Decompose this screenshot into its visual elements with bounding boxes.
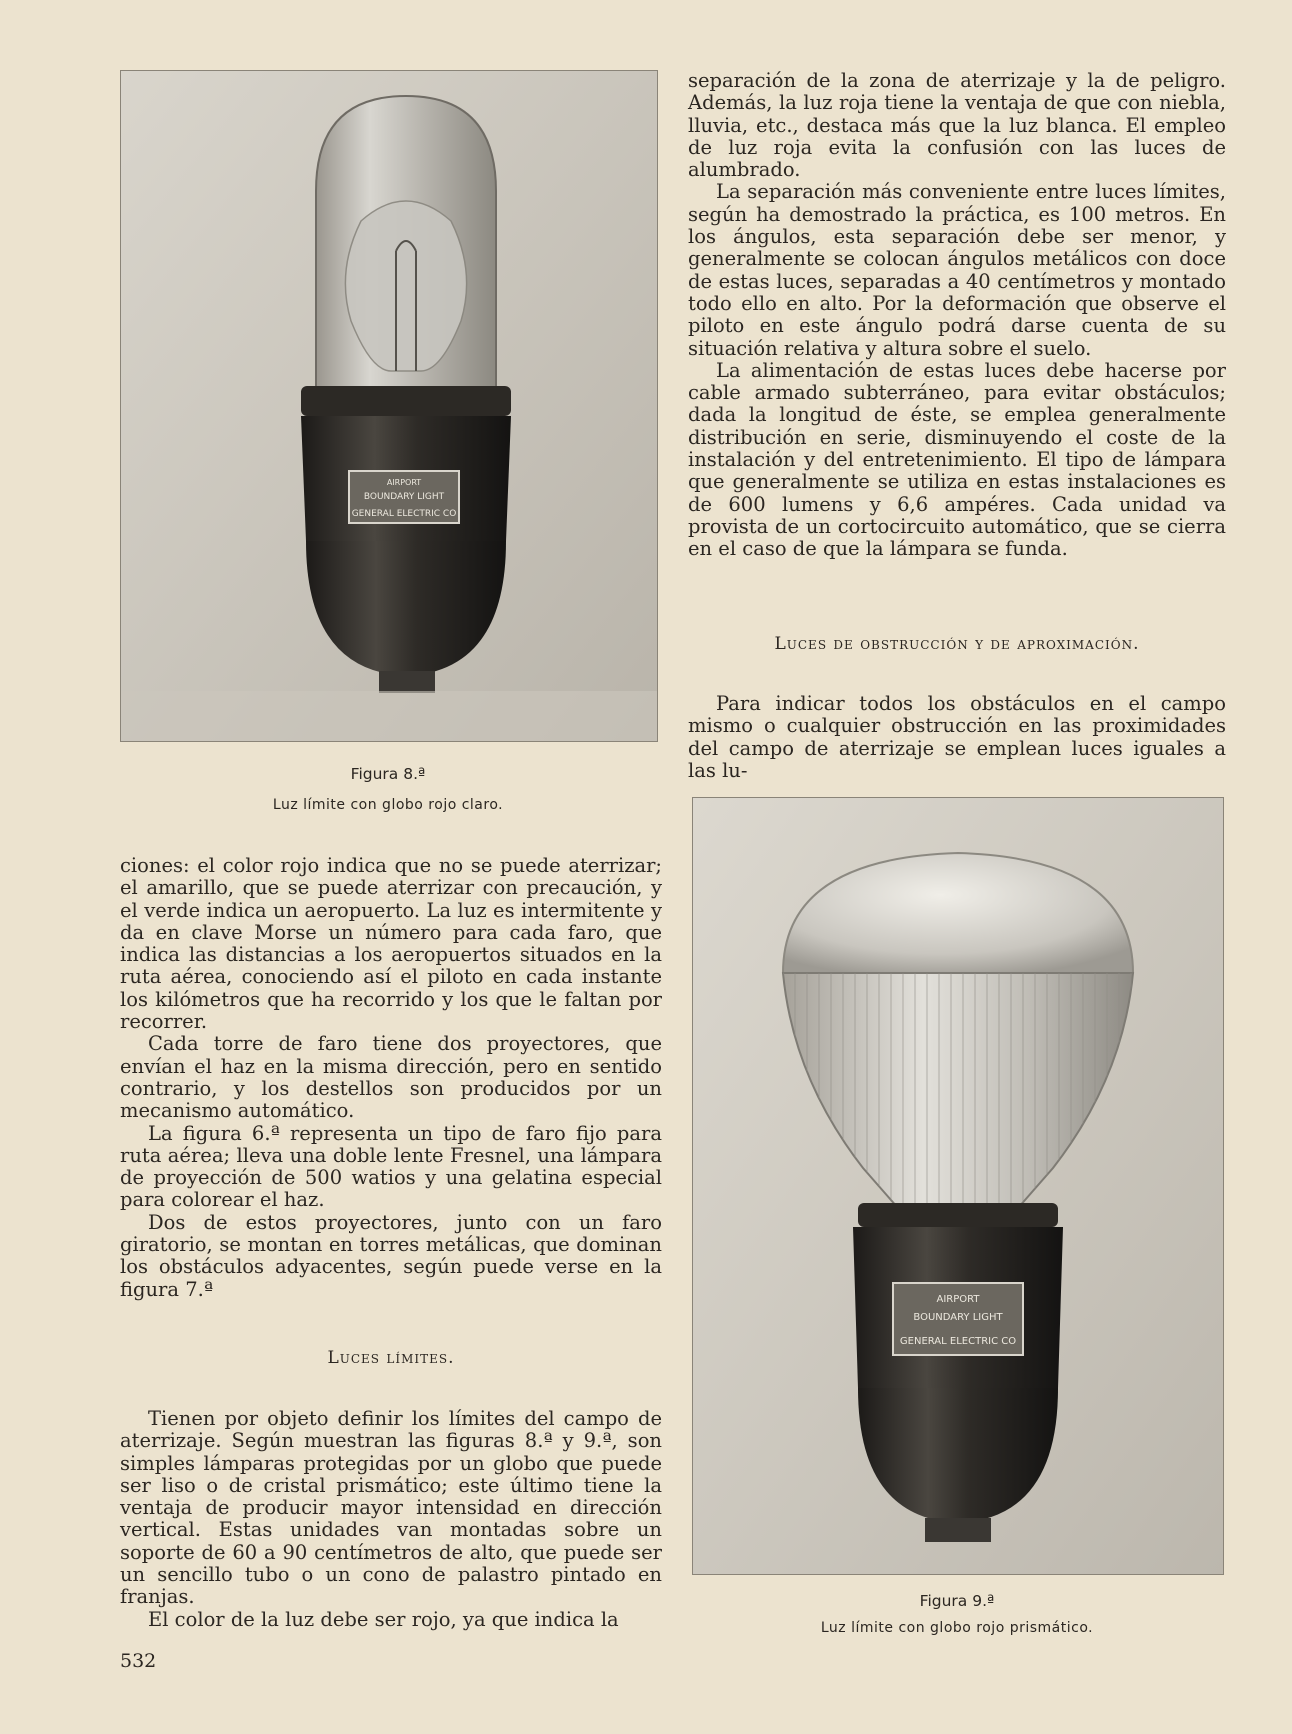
fig9-label-line-1: AIRPORT: [936, 1294, 980, 1305]
fig8-label-line-2: BOUNDARY LIGHT: [363, 492, 445, 502]
figure-8-photo: [120, 70, 658, 742]
lamp-clear-globe-illustration: [121, 71, 657, 741]
left-column-text: [120, 855, 662, 1301]
page-number: 532: [120, 1650, 157, 1672]
figure-8-title: Figura 8.ª: [350, 765, 426, 783]
paragraph: La figura 6.ª representa un tipo de faro fijo para ruta aérea; lleva una doble lente Fresnel, una lámpara de proyección de 500 watios y una gelatina especial para colorear el haz.: [120, 1121, 662, 1212]
figure-9-caption: Luz límite con globo rojo prismático.: [820, 1620, 1094, 1636]
paragraph: separación de la zona de aterrizaje y la de peligro. Además, la luz roja tiene la ventaja de que con niebla, lluvia, etc., destaca más que la luz blanca. El empleo de luz roja evita la confusión con las luces de alumbrado.: [688, 69, 1226, 182]
section-heading-luces-obstruccion: Luces de obstrucción y de aproximación.: [774, 634, 1140, 654]
section-heading-luces-limites: Luces límites.: [327, 1348, 455, 1368]
paragraph: ciones: el color rojo indica que no se puede aterrizar; el amarillo, que se puede aterrizar con precaución, y el verde indica un aeropuerto. La luz es intermitente y da en clave Morse un número para cada faro, que indica las distancias a los aeropuertos situados en la ruta aérea, conociendo así el piloto en cada instante los kilómetros que ha recorrido y los que le faltan por recorrer.: [120, 854, 662, 1034]
paragraph: La alimentación de estas luces debe hacerse por cable armado subterráneo, para evitar obstáculos; dada la longitud de éste, se emplea generalmente distribución en serie, disminuyendo el coste de la instalación y del entretenimiento. El tipo de lámpara que generalmente se utiliza en estas instalaciones es de 600 lumens y 6,6 ampéres. Cada unidad va provista de un cortocircuito automático, que se cierra en el caso de que la lámpara se funda.: [688, 358, 1226, 561]
right-column-text: [688, 70, 1226, 561]
fig8-label-line-1: AIRPORT: [386, 478, 422, 487]
paragraph: Cada torre de faro tiene dos proyectores, que envían el haz en la misma dirección, pero en sentido contrario, y los destellos son producidos por un mecanismo automático.: [120, 1032, 662, 1123]
paragraph: La separación más conveniente entre luces límites, según ha demostrado la práctica, es 100 metros. En los ángulos, esta separación debe ser menor, y generalmente se colocan ángulos metálicos con doce de estas luces, separadas a 40 centímetros y montado todo ello en alto. Por la deformación que observe el piloto en este ángulo podrá darse cuenta de su situación relativa y altura sobre el suelo.: [688, 180, 1226, 360]
figure-9-title: Figura 9.ª: [919, 1592, 995, 1610]
paragraph: El color de la luz debe ser rojo, ya que indica la: [148, 1607, 619, 1631]
figure-9-photo: [692, 797, 1224, 1575]
fig9-label-line-3: GENERAL ELECTRIC CO: [899, 1336, 1017, 1347]
lamp-prismatic-globe-illustration: [693, 798, 1223, 1574]
fig9-label-line-2: BOUNDARY LIGHT: [913, 1312, 1003, 1323]
fig8-label-line-3: GENERAL ELECTRIC CO: [351, 509, 457, 519]
paragraph: Para indicar todos los obstáculos en el campo mismo o cualquier obstrucción en las proximidades del campo de aterrizaje se emplean luces iguales a las lu-: [688, 692, 1226, 782]
figure-8-caption: Luz límite con globo rojo claro.: [272, 797, 504, 813]
paragraph: Dos de estos proyectores, junto con un faro giratorio, se montan en torres metálicas, que dominan los obstáculos adyacentes, según puede verse en la figura 7.ª: [120, 1210, 662, 1301]
right-column-text-2: [688, 693, 1226, 782]
paragraph: Tienen por objeto definir los límites del campo de aterrizaje. Según muestran las figuras 8.ª y 9.ª, son simples lámparas protegidas por un globo que puede ser liso o de cristal prismático; este último tiene la ventaja de producir mayor intensidad en dirección vertical. Estas unidades van montadas sobre un soporte de 60 a 90 centímetros de alto, que puede ser un sencillo tubo o un cono de palastro pintado en franjas.: [120, 1407, 662, 1609]
left-column-text-2: [120, 1408, 662, 1631]
